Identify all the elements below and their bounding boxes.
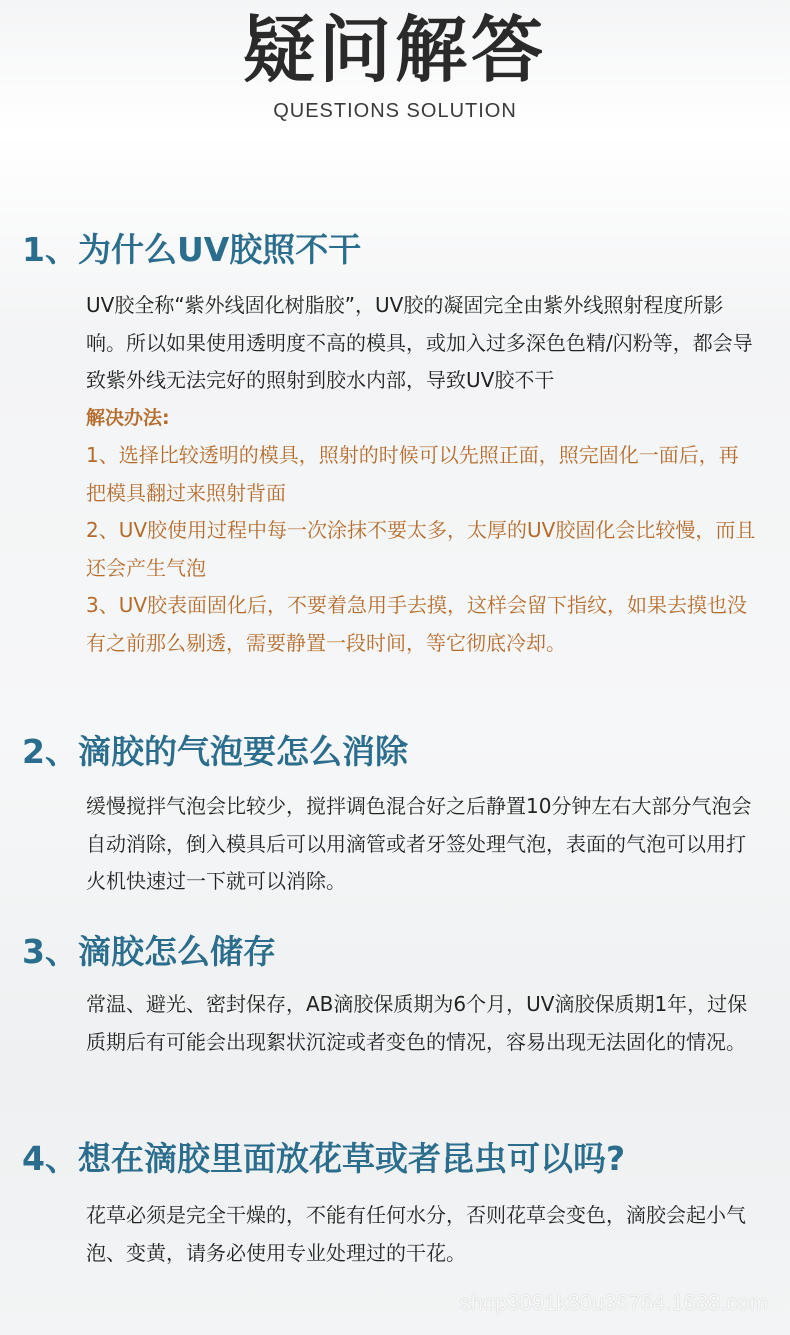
- question-3-body: 常温、避光、密封保存，AB滴胶保质期为6个月，UV滴胶保质期1年，过保质期后有可能会出现絮状沉淀或者变色的情况，容易出现无法固化的情况。: [86, 992, 748, 1054]
- question-4-body: 花草必须是完全干燥的，不能有任何水分，否则花草会变色，滴胶会起小气泡、变黄，请务必使用专业处理过的干花。: [86, 1203, 746, 1265]
- question-1-heading: 1、为什么UV胶照不干: [22, 230, 362, 269]
- page-subtitle: QUESTIONS SOLUTION: [273, 100, 517, 122]
- question-1-answer: [86, 287, 756, 662]
- page-title: 疑问解答: [242, 8, 547, 92]
- question-1-body: UV胶全称“紫外线固化树脂胶”，UV胶的凝固完全由紫外线照射程度所影响。所以如果使用透明度不高的模具，或加入过多深色色精/闪粉等，都会导致紫外线无法完好的照射到胶水内部，导致UV胶不干: [86, 293, 753, 392]
- question-2-heading: 2、滴胶的气泡要怎么消除: [22, 732, 408, 771]
- solution-item-2: 2、UV胶使用过程中每一次涂抹不要太多，太厚的UV胶固化会比较慢，而且还会产生气泡: [86, 518, 756, 580]
- question-2-body: 缓慢搅拌气泡会比较少，搅拌调色混合好之后静置10分钟左右大部分气泡会自动消除，倒入模具后可以用滴管或者牙签处理气泡，表面的气泡可以用打火机快速过一下就可以消除。: [86, 794, 752, 893]
- solution-item-3: 3、UV胶表面固化后，不要着急用手去摸，这样会留下指纹，如果去摸也没有之前那么剔透，需要静置一段时间，等它彻底冷却。: [86, 593, 748, 655]
- solution-item-1: 1、选择比较透明的模具，照射的时候可以先照正面，照完固化一面后，再把模具翻过来照射背面: [86, 443, 739, 505]
- solution-title: 解决办法:: [86, 406, 170, 429]
- question-3-heading: 3、滴胶怎么储存: [22, 932, 276, 971]
- question-4-heading: 4、想在滴胶里面放花草或者昆虫可以吗?: [22, 1139, 626, 1178]
- shop-watermark: shop3091k80u36764.1688.com: [459, 1290, 768, 1315]
